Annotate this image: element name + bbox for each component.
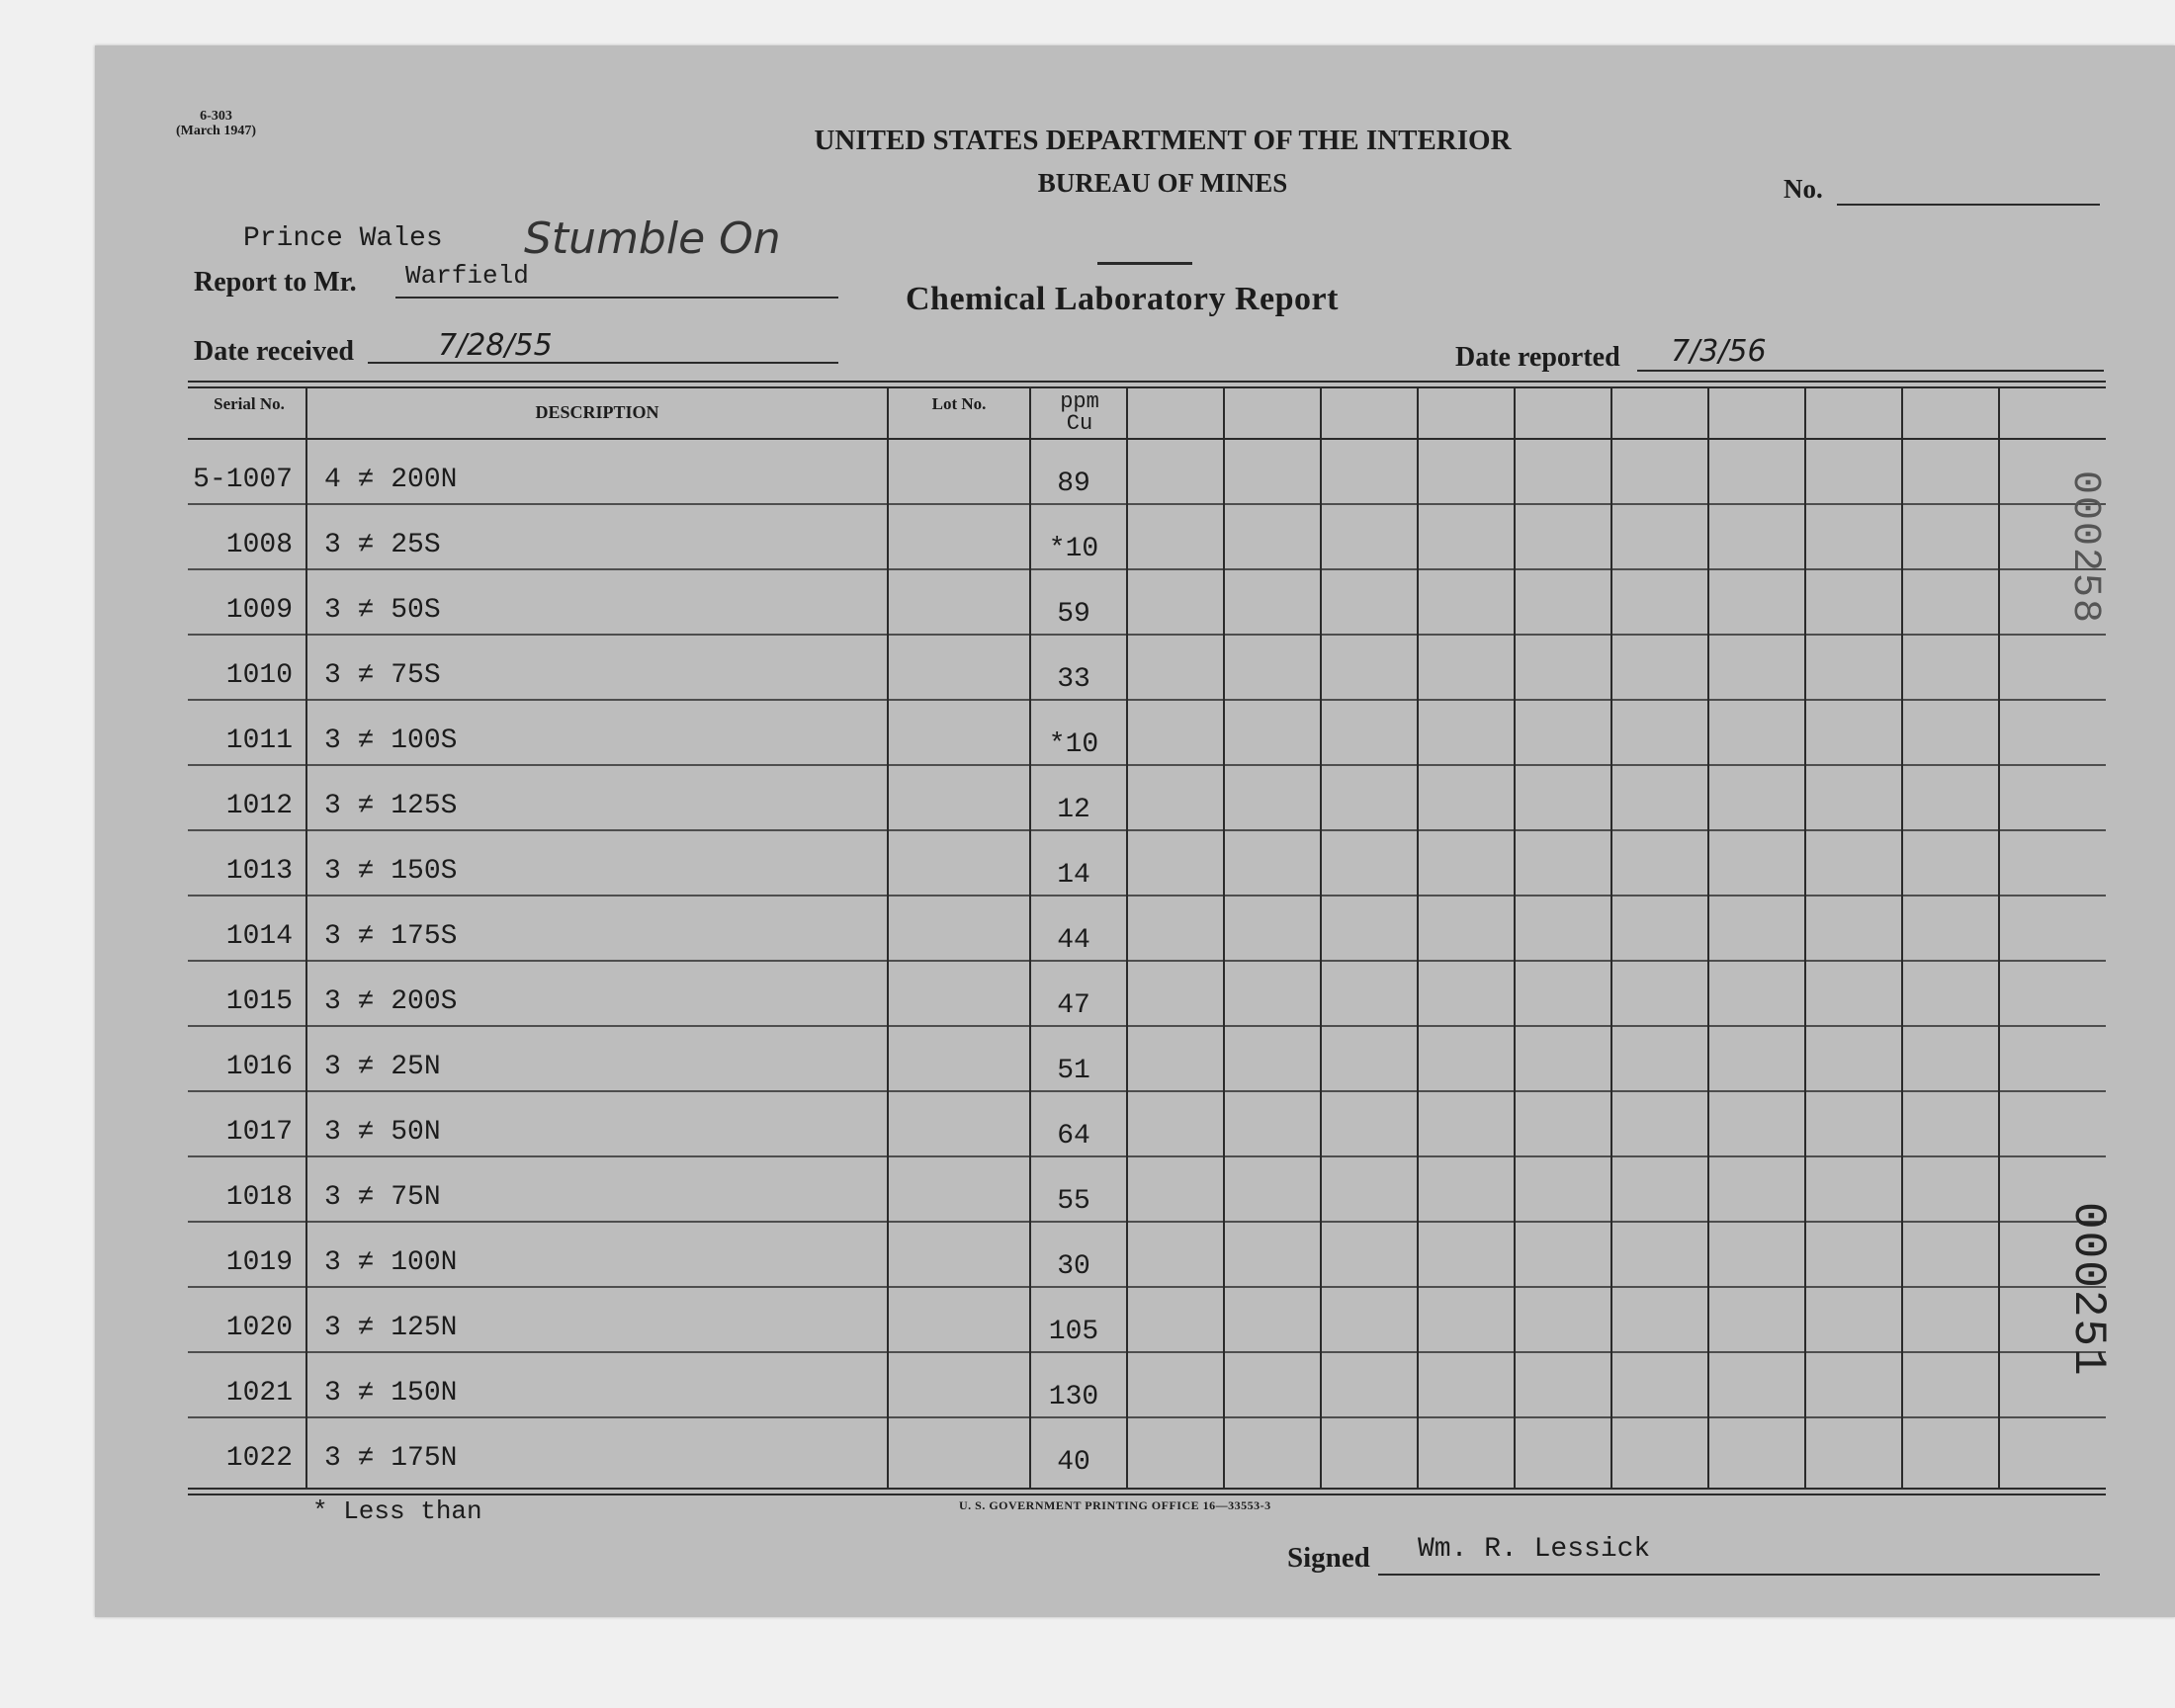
description-cell: 4 ≠ 200N — [324, 465, 458, 495]
ppm-cu-cell: 30 — [1057, 1251, 1090, 1282]
footnote: * Less than — [312, 1496, 482, 1526]
column-header-ppm-cu — [1034, 391, 1125, 435]
report-title: Chemical Laboratory Report — [906, 281, 1339, 317]
description-cell: 3 ≠ 100S — [324, 726, 458, 756]
ppm-cu-cell: *10 — [1048, 534, 1099, 564]
serial-cell: 1018 — [225, 1182, 293, 1213]
report-sheet — [95, 45, 2175, 1617]
description-cell: 3 ≠ 125N — [324, 1313, 458, 1343]
serial-cell: 1013 — [225, 856, 293, 887]
date-reported-value: 7/3/56 — [1671, 334, 1767, 369]
ppm-cu-cell: 12 — [1057, 795, 1090, 825]
description-cell: 3 ≠ 150N — [324, 1378, 458, 1409]
ppm-cu-cell: *10 — [1048, 729, 1099, 760]
serial-cell: 1010 — [225, 660, 293, 691]
serial-cell: 1009 — [225, 595, 293, 626]
report-to-value: Warfield — [405, 261, 529, 291]
project-name-handwritten: Stumble On — [524, 214, 781, 264]
description-cell: 3 ≠ 150S — [324, 856, 458, 887]
column-header-cu: Cu — [1066, 411, 1093, 436]
archive-stamp-bottom: 000251 — [2062, 1202, 2114, 1378]
ppm-cu-cell: 59 — [1057, 599, 1090, 630]
description-cell: 3 ≠ 175N — [324, 1443, 458, 1474]
report-number-label: No. — [1784, 174, 1823, 204]
printer-imprint: U. S. GOVERNMENT PRINTING OFFICE 16—33553-3 — [959, 1498, 1271, 1512]
serial-cell: 1014 — [225, 921, 293, 952]
serial-cell: 1021 — [225, 1378, 293, 1409]
form-number-code: 6-303 — [200, 109, 232, 124]
serial-cell: 1008 — [225, 530, 293, 560]
ppm-cu-cell: 33 — [1057, 664, 1090, 695]
report-to-label: Report to Mr. — [194, 267, 357, 298]
serial-cell: 1012 — [225, 791, 293, 821]
ppm-cu-cell: 89 — [1057, 469, 1090, 499]
description-cell: 3 ≠ 25N — [324, 1052, 441, 1082]
column-header-lot: Lot No. — [931, 394, 987, 413]
description-cell: 3 ≠ 25S — [324, 530, 441, 560]
description-cell: 3 ≠ 175S — [324, 921, 458, 952]
ppm-cu-cell: 51 — [1057, 1056, 1090, 1086]
date-received-label: Date received — [194, 336, 354, 367]
ppm-cu-cell: 130 — [1048, 1382, 1099, 1412]
signed-label: Signed — [1287, 1542, 1370, 1574]
serial-cell: 1015 — [225, 986, 293, 1017]
ppm-cu-cell: 47 — [1057, 990, 1090, 1021]
form-number-date: (March 1947) — [176, 124, 256, 138]
bureau-title: BUREAU OF MINES — [1037, 168, 1288, 198]
serial-cell: 1017 — [225, 1117, 293, 1148]
date-received-value: 7/28/55 — [438, 328, 553, 363]
ppm-cu-cell: 44 — [1057, 925, 1090, 956]
serial-cell: 1019 — [225, 1247, 293, 1278]
serial-cell: 1011 — [225, 726, 293, 756]
ppm-cu-cell: 55 — [1057, 1186, 1090, 1217]
description-cell: 3 ≠ 75N — [324, 1182, 441, 1213]
location-text: Prince Wales — [243, 223, 443, 254]
column-header-description: DESCRIPTION — [535, 402, 659, 422]
department-title: UNITED STATES DEPARTMENT OF THE INTERIOR — [814, 125, 1512, 156]
serial-cell: 1020 — [225, 1313, 293, 1343]
description-cell: 3 ≠ 50N — [324, 1117, 441, 1148]
archive-stamp-top: 000258 — [2062, 470, 2107, 626]
serial-cell: 1016 — [225, 1052, 293, 1082]
description-cell: 3 ≠ 50S — [324, 595, 441, 626]
ppm-cu-cell: 14 — [1057, 860, 1090, 891]
date-reported-label: Date reported — [1455, 342, 1620, 373]
serial-cell: 1022 — [225, 1443, 293, 1474]
description-cell: 3 ≠ 100N — [324, 1247, 458, 1278]
serial-cell: 5-1007 — [193, 465, 293, 495]
description-cell: 3 ≠ 200S — [324, 986, 458, 1017]
signature-value: Wm. R. Lessick — [1418, 1534, 1651, 1565]
ppm-cu-cell: 105 — [1048, 1317, 1099, 1347]
ppm-cu-cell: 40 — [1057, 1447, 1090, 1478]
ppm-cu-cell: 64 — [1057, 1121, 1090, 1152]
column-header-ppm: ppm — [1060, 389, 1099, 414]
description-cell: 3 ≠ 125S — [324, 791, 458, 821]
column-header-serial: Serial No. — [214, 394, 285, 413]
description-cell: 3 ≠ 75S — [324, 660, 441, 691]
signature-line — [1378, 1574, 2100, 1576]
